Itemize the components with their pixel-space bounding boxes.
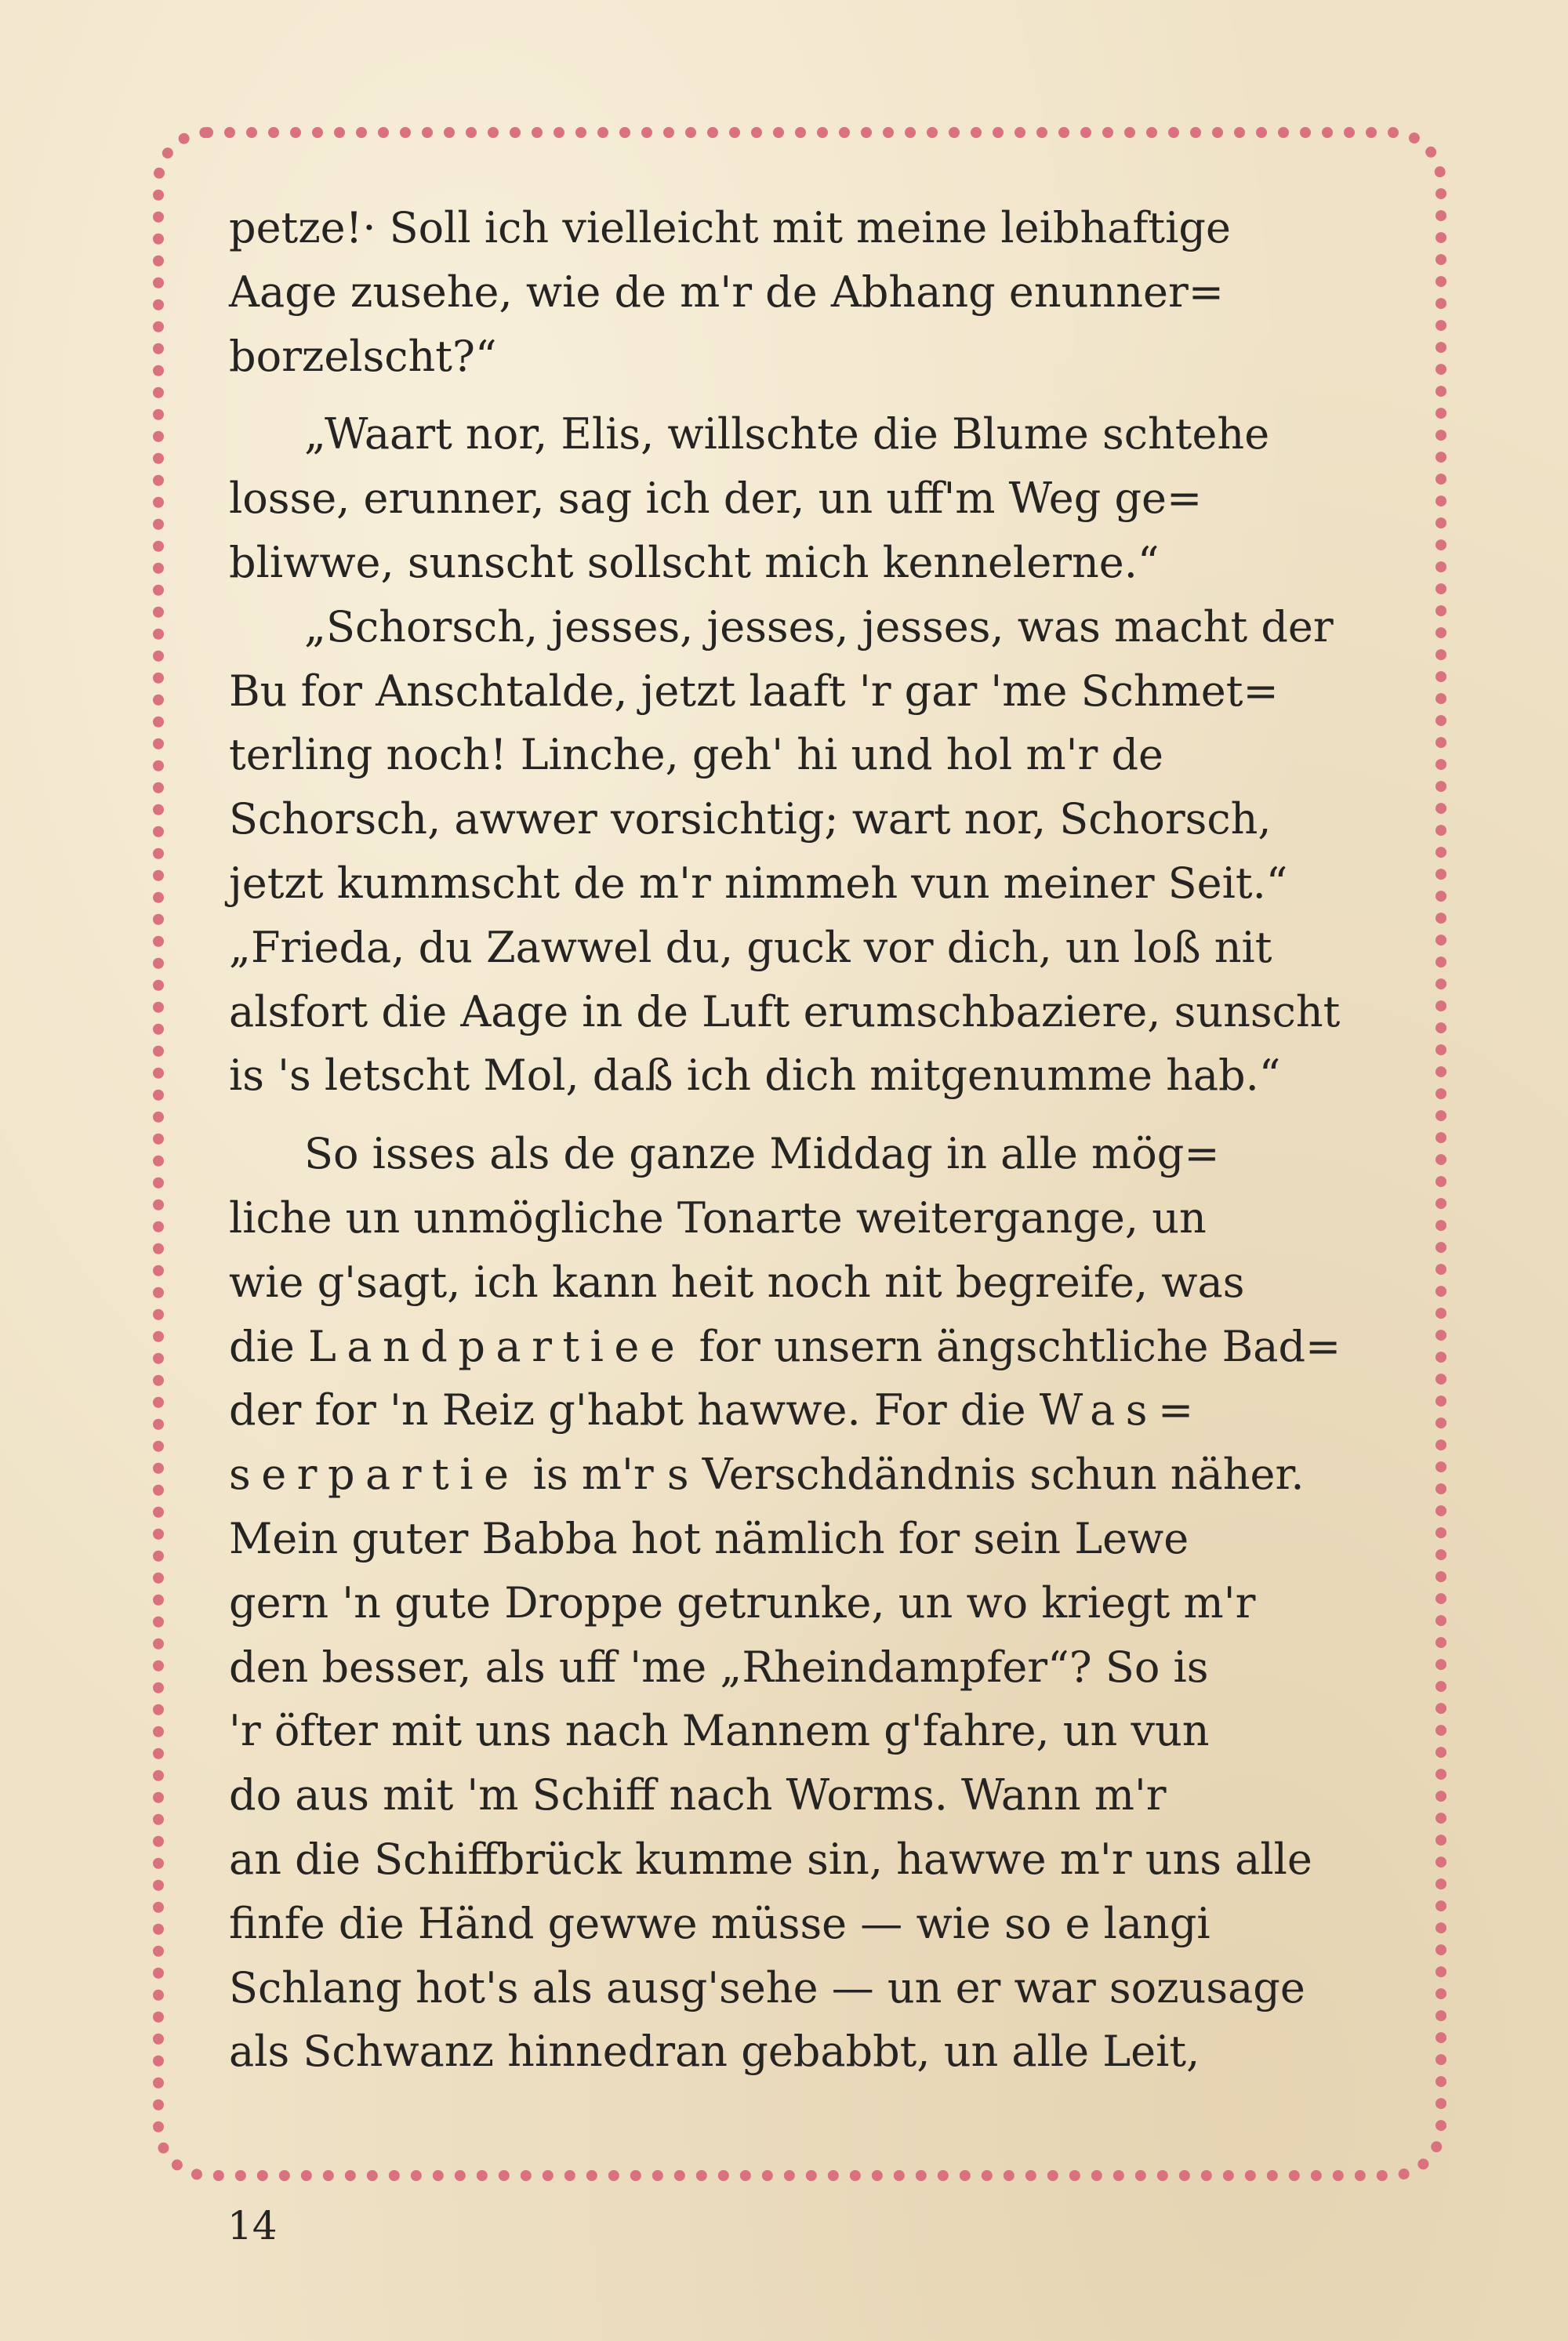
text-line: an die Schiffbrück kumme sin, hawwe m'r uns alle	[229, 1834, 1312, 1884]
text-line: gern 'n gute Droppe getrunke, un wo kriegt m'r	[229, 1577, 1256, 1628]
emphasized-word: Was=	[1039, 1385, 1204, 1435]
paragraph-4	[229, 916, 1405, 1108]
text-line: finfe die Händ gewwe müsse — wie so e langi	[229, 1898, 1210, 1948]
emphasized-word: serpartie	[229, 1450, 520, 1500]
text-line: 'r öfter mit uns nach Mannem g'fahre, un vun	[229, 1706, 1210, 1756]
paragraph-2	[229, 402, 1405, 594]
text-line: Bu for Anschtalde, jetzt laaft 'r gar 'me Schmet=	[229, 666, 1279, 716]
text-line: jetzt kummscht de m'r nimmeh vun meiner Seit.“	[229, 858, 1288, 908]
text-fragment: is m'r s Verschdändnis schun näher.	[532, 1450, 1305, 1500]
text-line: Schorsch, awwer vorsichtig; wart nor, Schorsch,	[229, 794, 1272, 844]
text-line: wie g'sagt, ich kann heit noch nit begreife, was	[229, 1257, 1245, 1307]
page-number: 14	[227, 2203, 278, 2248]
text-line: terling noch! Linche, geh' hi und hol m'r de	[229, 730, 1164, 780]
text-line: Aage zusehe, wie de m'r de Abhang enunner=	[229, 267, 1224, 317]
text-line: den besser, als uff 'me „Rheindampfer“? So is	[229, 1642, 1209, 1692]
text-line: borzelscht?“	[229, 331, 497, 381]
paragraph-3	[229, 595, 1405, 916]
paragraph-5	[229, 1122, 1405, 2084]
text-line: bliwwe, sunscht sollscht mich kennelerne.“	[229, 537, 1160, 587]
text-line: „Schorsch, jesses, jesses, jesses, was macht der	[304, 601, 1334, 651]
text-line: petze!· Soll ich vielleicht mit meine leibhaftige	[229, 203, 1231, 252]
text-line: „Frieda, du Zawwel du, guck vor dich, un loß nit	[229, 922, 1272, 972]
text-fragment: for unsern ängschtliche Bad=	[699, 1321, 1341, 1371]
text-line: Schlang hot's als ausg'sehe — un er war sozusage	[229, 1962, 1305, 2013]
text-line: „Waart nor, Elis, willschte die Blume schtehe	[304, 409, 1270, 459]
paragraph-1	[229, 196, 1405, 388]
text-fragment: die	[229, 1321, 295, 1371]
text-line: Mein guter Babba hot nämlich for sein Lewe	[229, 1513, 1189, 1563]
text-line: So isses als de ganze Middag in alle mög=	[304, 1129, 1220, 1179]
text-line: alsfort die Aage in de Luft erumschbaziere, sunscht	[229, 986, 1341, 1036]
page-body-text	[229, 196, 1405, 2084]
text-line: als Schwanz hinnedran gebabbt, un alle Leit,	[229, 2027, 1200, 2077]
emphasized-word: Landpartiee	[307, 1321, 686, 1371]
text-fragment: der for 'n Reiz g'habt hawwe. For die	[229, 1385, 1026, 1435]
text-line: liche un unmögliche Tonarte weitergange, un	[229, 1192, 1207, 1243]
text-line: is 's letscht Mol, daß ich dich mitgenumme hab.“	[229, 1051, 1281, 1101]
text-line: do aus mit 'm Schiff nach Worms. Wann m'r	[229, 1770, 1167, 1820]
text-line: losse, erunner, sag ich der, un uff'm Weg ge=	[229, 474, 1203, 524]
